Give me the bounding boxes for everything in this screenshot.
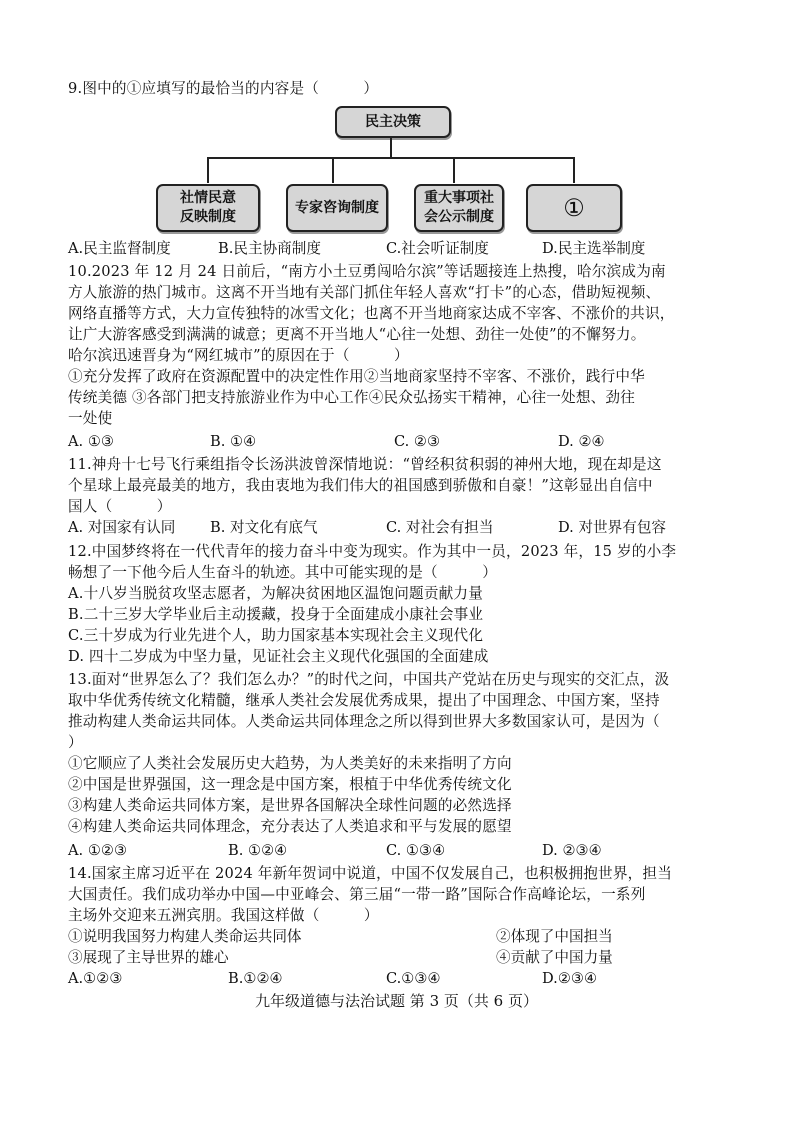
q14-line: 14.国家主席习近平在 2024 年新年贺词中说道，中国不仅发展自己，也积极拥抱世界，担当 [68, 865, 673, 882]
diagram-drop-line-2 [332, 157, 334, 183]
q13-line: ） [68, 734, 83, 751]
q11-line: 11.神舟十七号飞行乘组指令长汤洪波曾深情地说：“曾经积贫积弱的神州大地，现在却是这 [68, 456, 662, 473]
q14-line: 主场外交迎来五洲宾朋。我国这样做（ ） [68, 907, 379, 924]
q14-statement: ④贡献了中国力量 [496, 949, 613, 966]
q14-statements-row-1 [68, 926, 736, 947]
q12-option-d[interactable]: D. 四十二岁成为中坚力量，见证社会主义现代化强国的全面建成 [68, 648, 489, 665]
q14-option-b[interactable]: B.①②④ [228, 970, 283, 987]
q14-statement: ①说明我国努力构建人类命运共同体 [68, 928, 302, 945]
q10-line: 传统美德 ③各部门把支持旅游业作为中心工作④民众弘扬实干精神，心往一处想、劲往 [68, 389, 636, 406]
q11-option-d[interactable]: D. 对世界有包容 [558, 519, 667, 536]
diagram-child-2: 专家咨询制度 [286, 184, 388, 232]
diagram-stem-line [390, 136, 392, 158]
q13-statement: ③构建人类命运共同体方案，是世界各国解决全球性问题的必然选择 [68, 797, 512, 814]
q12-line: 畅想了一下他今后人生奋斗的轨迹。其中可能实现的是（ ） [68, 564, 498, 581]
q14-statement: ③展现了主导世界的雄心 [68, 949, 229, 966]
page-footer: 九年级道德与法治试题 第 3 页（共 6 页） [255, 992, 538, 1010]
q12-option-b[interactable]: B.二十三岁大学毕业后主动援藏，投身于全面建成小康社会事业 [68, 606, 484, 623]
q10-line: 网络直播等方式，大力宣传独特的冰雪文化；也离不开当地商家达成不宰客、不涨价的共识， [68, 305, 675, 322]
q13-line: 取中华优秀传统文化精髓，继承人类社会发展优秀成果，提出了中国理念、中国方案，坚持 [68, 692, 660, 709]
diagram-child-3: 重大事项社 会公示制度 [414, 184, 504, 232]
q14-line: 大国责任。我们成功举办中国—中亚峰会、第三届“一带一路”国际合作高峰论坛，一系列 [68, 886, 646, 903]
decision-diagram [150, 104, 630, 236]
diagram-drop-line-3 [453, 157, 455, 183]
q11-line: 国人（ ） [68, 498, 172, 515]
q13-statement: ②中国是世界强国，这一理念是中国方案，根植于中华优秀传统文化 [68, 776, 512, 793]
q10-options [68, 431, 736, 452]
q9-option-c[interactable]: C.社会听证制度 [386, 240, 489, 257]
q10-line: 一处使 [68, 410, 113, 427]
q11-option-a[interactable]: A. 对国家有认同 [68, 519, 176, 536]
diagram-child-blank: ① [526, 184, 622, 232]
q13-option-c[interactable]: C. ①③④ [386, 842, 446, 859]
q10-line: 哈尔滨迅速晋身为“网红城市”的原因在于（ ） [68, 347, 409, 364]
q12-option-c[interactable]: C.三十岁成为行业先进个人，助力国家基本实现社会主义现代化 [68, 627, 484, 644]
q14-option-d[interactable]: D.②③④ [542, 970, 598, 987]
q10-line: 让广大游客感受到满满的诚意；更离不开当地人“心往一处想、劲往一处使”的不懈努力。 [68, 326, 646, 343]
q11-line: 个星球上最亮最美的地方，我由衷地为我们伟大的祖国感到骄傲和自豪！”这彰显出自信中 [68, 477, 653, 494]
q10-option-c[interactable]: C. ②③ [394, 433, 441, 450]
q14-options [68, 968, 736, 989]
q13-line: 13.面对“世界怎么了？我们怎么办？”的时代之问，中国共产党站在历史与现实的交汇点，汲 [68, 671, 670, 688]
q9-options [68, 238, 736, 259]
q10-option-a[interactable]: A. ①③ [68, 433, 114, 450]
q12-option-a[interactable]: A.十八岁当脱贫攻坚志愿者，为解决贫困地区温饱问题贡献力量 [68, 585, 484, 602]
q11-options [68, 517, 736, 538]
q13-line: 推动构建人类命运共同体。人类命运共同体理念之所以得到世界大多数国家认可，是因为（ [68, 713, 660, 730]
q9-option-d[interactable]: D.民主选举制度 [542, 240, 646, 257]
diagram-bar-line [207, 157, 573, 159]
q11-option-b[interactable]: B. 对文化有底气 [210, 519, 318, 536]
diagram-root-box: 民主决策 [335, 106, 451, 138]
q13-statement: ④构建人类命运共同体理念，充分表达了人类追求和平与发展的愿望 [68, 818, 512, 835]
q10-line: 10.2023 年 12 月 24 日前后，“南方小土豆勇闯哈尔滨”等话题接连上热搜，哈尔滨成为南 [68, 263, 666, 280]
q13-statement: ①它顺应了人类社会发展历史大趋势，为人类美好的未来指明了方向 [68, 755, 512, 772]
q13-option-a[interactable]: A. ①②③ [68, 842, 128, 859]
q13-option-b[interactable]: B. ①②④ [228, 842, 288, 859]
diagram-drop-line-1 [207, 157, 209, 183]
q14-statements-row-2 [68, 947, 736, 968]
q13-options [68, 840, 736, 861]
q9-stem: 9.图中的①应填写的最恰当的内容是（ ） [68, 80, 379, 97]
diagram-drop-line-4 [573, 157, 575, 183]
q12-line: 12.中国梦终将在一代代青年的接力奋斗中变为现实。作为其中一员，2023 年，15 岁的小李 [68, 543, 677, 560]
q11-option-c[interactable]: C. 对社会有担当 [386, 519, 494, 536]
q10-option-d[interactable]: D. ②④ [558, 433, 605, 450]
q14-option-a[interactable]: A.①②③ [68, 970, 123, 987]
q14-option-c[interactable]: C.①③④ [386, 970, 441, 987]
q14-statement: ②体现了中国担当 [496, 928, 613, 945]
q10-line: 方人旅游的热门城市。这离不开当地有关部门抓住年轻人喜欢“打卡”的心态，借助短视频、 [68, 284, 661, 301]
q9-option-a[interactable]: A.民主监督制度 [68, 240, 171, 257]
q9-option-b[interactable]: B.民主协商制度 [218, 240, 321, 257]
q10-option-b[interactable]: B. ①④ [210, 433, 257, 450]
diagram-child-1: 社情民意 反映制度 [156, 184, 260, 232]
q13-option-d[interactable]: D. ②③④ [542, 842, 602, 859]
q10-line: ①充分发挥了政府在资源配置中的决定性作用②当地商家坚持不宰客、不涨价，践行中华 [68, 368, 645, 385]
